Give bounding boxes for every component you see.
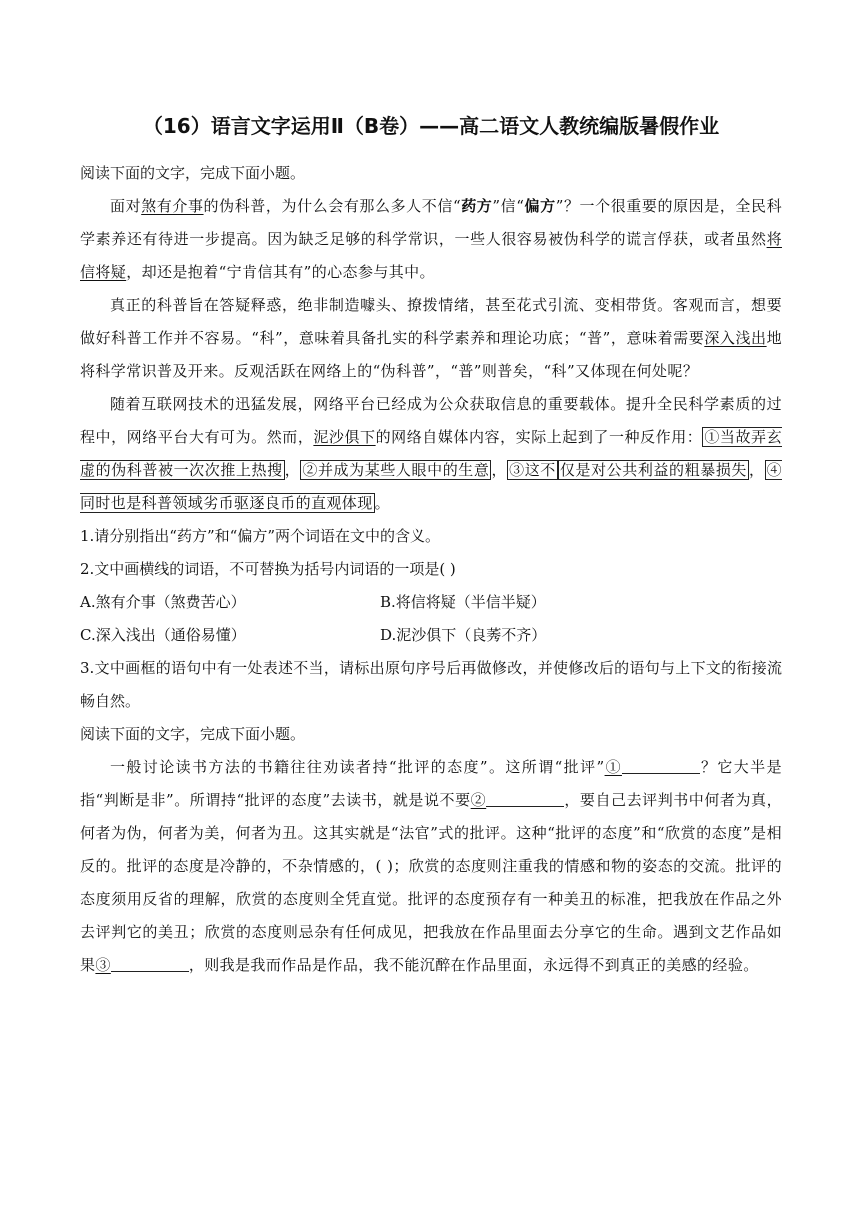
blank-marker-1: ① — [604, 758, 622, 776]
boxed-sentence-4: ④同时也是科普领域劣币驱逐良币的直观体现 — [80, 461, 783, 512]
blank-marker-2: ② — [470, 791, 487, 809]
options-row-2 — [80, 619, 782, 652]
text-run: 地将科学常识普及开来。反观活跃在网络上的“伪科普”，“普”则普矣，“科”又体现在何处呢？ — [80, 329, 782, 380]
s1-paragraph-1 — [80, 190, 782, 289]
text-run: 一般讨论读书方法的书籍往往劝读者持“批评的态度”。这所谓“批评” — [110, 758, 605, 776]
option-a: A.煞有介事（煞费苦心） — [80, 593, 246, 611]
boxed-sentence-2: ②并成为某些人眼中的生意 — [302, 461, 490, 479]
boxed-sentence-3b: 仅是对公共利益的粗暴损失 — [559, 461, 748, 479]
section1-intro: 阅读下面的文字，完成下面小题。 — [80, 164, 306, 182]
document-page — [80, 110, 782, 982]
blank-line-3 — [111, 955, 189, 972]
text-run: 面对 — [110, 197, 142, 215]
text-run: ， — [749, 461, 765, 479]
s2-paragraph-1 — [80, 751, 782, 982]
blank-marker-3: ③ — [95, 956, 111, 974]
text-run: 随着互联网技术的迅猛发展，网络平台已经成为公众获取信息的重要载体。提升全民科学素质的过程中，网络平台大有可为。然而， — [80, 395, 782, 446]
text-run: ，却还是抱着“宁肯信其有”的心态参与其中。 — [126, 263, 435, 281]
underlined-term: 煞有介事 — [141, 197, 204, 215]
question-1: 1.请分别指出“药方”和“偏方”两个词语在文中的含义。 — [80, 527, 440, 545]
s1-paragraph-2 — [80, 289, 782, 388]
text-run: 真正的科普旨在答疑释惑，绝非制造噱头、撩拨情绪，甚至花式引流、变相带货。客观而言，想要做好科普工作并不容易。“科”，意味着具备扎实的科学素养和理论功底；“普”，意味着需要 — [80, 296, 782, 347]
bold-term: 偏方 — [524, 197, 556, 215]
text-run: ？它大半是指“判断是非”。所谓持“批评的态度”去读书，就是说不要 — [80, 758, 782, 809]
text-run: ， — [284, 461, 301, 479]
blank-line-2 — [486, 790, 564, 807]
option-d: D.泥沙俱下（良莠不齐） — [380, 626, 547, 644]
option-b: B.将信将疑（半信半疑） — [380, 593, 546, 611]
text-run: 。 — [374, 494, 391, 512]
text-run: ，则我是我而作品是作品，我不能沉醉在作品里面，永远得不到真正的美感的经验。 — [188, 956, 759, 974]
question-2: 2.文中画横线的词语，不可替换为括号内词语的一项是( ) — [80, 560, 456, 578]
question-3: 3.文中画框的语句中有一处表述不当，请标出原句序号后再做修改，并使修改后的语句与上下文的衔接流畅自然。 — [80, 659, 782, 710]
section2-intro: 阅读下面的文字，完成下面小题。 — [80, 725, 306, 743]
text-run: ”信“ — [492, 197, 525, 215]
boxed-sentence-1: ①当故弄玄虚的伪科普被一次次推上热搜 — [80, 428, 782, 479]
underlined-term: 深入浅出 — [704, 329, 767, 347]
blank-line-1 — [622, 757, 700, 774]
s1-paragraph-3 — [80, 388, 782, 520]
text-run: ， — [491, 461, 508, 479]
options-row-1 — [80, 586, 782, 619]
boxed-sentence-3a: ③这不 — [509, 461, 556, 479]
bold-term: 药方 — [461, 197, 493, 215]
text-run: 的网络自媒体内容，实际上起到了一种反作用： — [375, 428, 703, 446]
underlined-term: 将信将疑 — [80, 230, 782, 281]
text-run: 的伪科普，为什么会有那么多人不信“ — [203, 197, 462, 215]
text-run: ，要自己去评判书中何者为真，何者为伪，何者为美，何者为丑。这其实就是“法官”式的批评。这种“批评的态度”和“欣赏的态度”是相反的。批评的态度是冷静的，不杂情感的，( )；欣赏的态度则注重我的情感和物的姿态的交流。批评的态度须用反省的理解，欣赏的态度则全凭直觉。批评的态度预存有一种美丑的标准，把我放在作品之外去评判它的美丑；欣赏的态度则忌杂有任何成见，把我放在作品里面去分享它的生命。遇到文艺作品如果 — [80, 791, 782, 974]
option-c: C.深入浅出（通俗易懂） — [80, 626, 246, 644]
underlined-term: 泥沙俱下 — [313, 428, 376, 446]
text-run: ”？一个很重要的原因是，全民科学素养还有待进一步提高。因为缺乏足够的科学常识，一些人很容易被伪科学的谎言俘获，或者虽然 — [80, 197, 782, 248]
page-title: （16）语言文字运用Ⅱ（B卷）——高二语文人教统编版暑假作业 — [142, 114, 720, 138]
